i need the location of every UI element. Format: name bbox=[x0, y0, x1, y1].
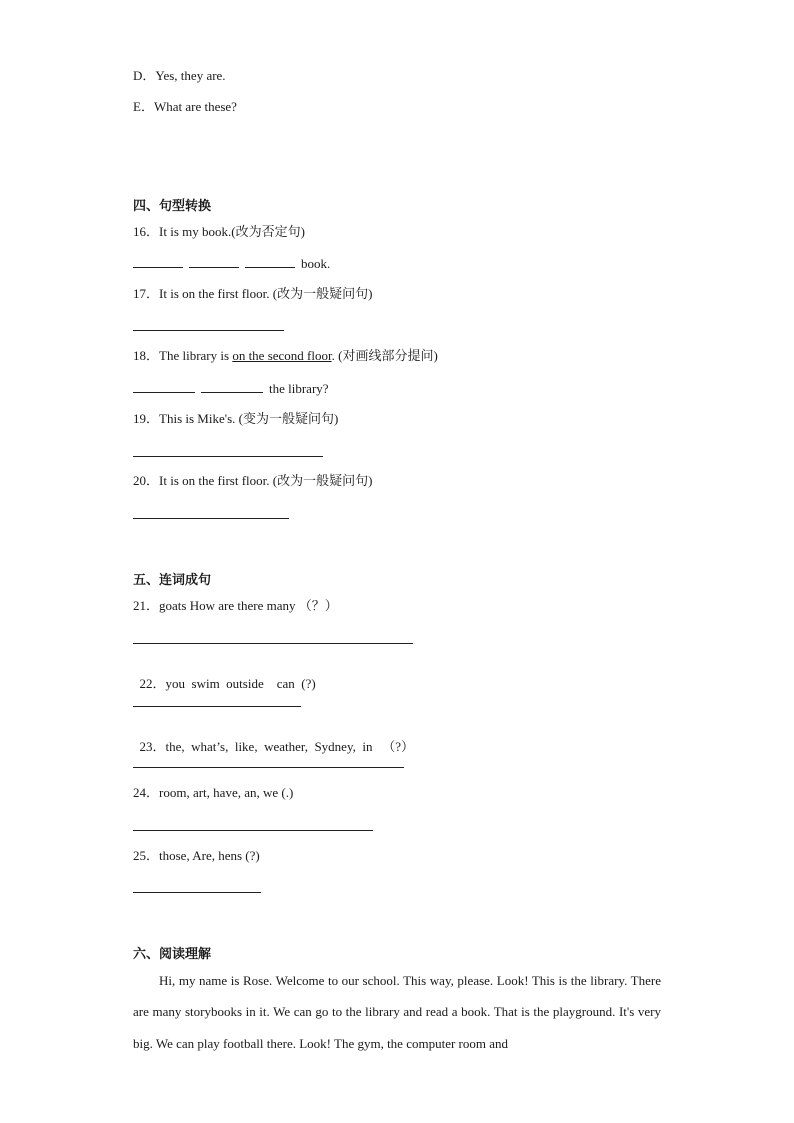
question-number: 16． bbox=[133, 224, 160, 239]
answer-line-20[interactable] bbox=[133, 518, 289, 519]
question-text: It is on the first floor. (改为一般疑问句) bbox=[159, 473, 373, 488]
question-number: 21． bbox=[133, 598, 160, 613]
question-16 bbox=[133, 224, 305, 240]
question-25 bbox=[133, 848, 260, 864]
question-text-pre: The library is bbox=[159, 348, 233, 363]
answer-tail: book. bbox=[301, 256, 331, 271]
answer-line-18 bbox=[133, 380, 329, 397]
question-number: 20． bbox=[133, 473, 160, 488]
question-text: It is on the first floor. (改为一般疑问句) bbox=[159, 286, 373, 301]
option-letter: D． bbox=[133, 68, 156, 83]
answer-line-22[interactable] bbox=[133, 706, 301, 707]
question-text: This is Mike's. (变为一般疑问句) bbox=[159, 411, 339, 426]
question-20 bbox=[133, 473, 372, 489]
underlined-phrase: on the second floor bbox=[232, 348, 332, 363]
option-text: What are these? bbox=[153, 99, 237, 114]
answer-tail: the library? bbox=[269, 381, 329, 396]
answer-blank[interactable] bbox=[245, 255, 295, 268]
question-number: 24． bbox=[133, 785, 160, 800]
question-text: you swim outside can (?) bbox=[165, 676, 316, 691]
question-number: 18． bbox=[133, 348, 160, 363]
answer-line-21[interactable] bbox=[133, 643, 413, 644]
answer-blank[interactable] bbox=[133, 380, 195, 393]
question-number: 25． bbox=[133, 848, 160, 863]
answer-line-17[interactable] bbox=[133, 330, 284, 331]
question-24 bbox=[133, 785, 293, 801]
question-17 bbox=[133, 286, 372, 302]
question-text: It is my book.(改为否定句) bbox=[159, 224, 305, 239]
question-23 bbox=[133, 723, 414, 755]
question-22 bbox=[133, 660, 316, 692]
answer-blank[interactable] bbox=[201, 380, 263, 393]
answer-line-19[interactable] bbox=[133, 456, 323, 457]
option-text: Yes, they are. bbox=[155, 68, 226, 83]
answer-blank[interactable] bbox=[189, 255, 239, 268]
question-text: those, Are, hens (?) bbox=[159, 848, 260, 863]
answer-line-24[interactable] bbox=[133, 830, 373, 831]
question-text-post: . (对画线部分提问) bbox=[331, 348, 438, 363]
question-text: room, art, have, an, we (.) bbox=[159, 785, 294, 800]
section-5-title: 五、连词成句 bbox=[133, 572, 212, 587]
answer-line-16 bbox=[133, 255, 330, 272]
answer-line-23[interactable] bbox=[133, 767, 404, 768]
answer-line-25[interactable] bbox=[133, 892, 261, 893]
question-text: the, what’s, like, weather, Sydney, in （?） bbox=[165, 739, 414, 754]
reading-passage: Hi, my name is Rose. Welcome to our school. This way, please. Look! This is the library. There are many storybooks in it. We can go to the library and read a book. That is the playground. It's very big. We can play football there. Look! The gym, the computer room and bbox=[133, 973, 661, 1051]
question-text: goats How are there many （？） bbox=[159, 598, 338, 613]
option-e bbox=[133, 99, 237, 115]
option-d bbox=[133, 68, 226, 84]
section-4-title: 四、句型转换 bbox=[133, 198, 212, 213]
question-18 bbox=[133, 348, 438, 364]
section-6-title: 六、阅读理解 bbox=[133, 946, 212, 961]
question-number: 19． bbox=[133, 411, 160, 426]
question-number: 17． bbox=[133, 286, 160, 301]
question-number: 23． bbox=[139, 739, 166, 754]
answer-blank[interactable] bbox=[133, 255, 183, 268]
question-21 bbox=[133, 598, 338, 614]
question-number: 22． bbox=[139, 676, 166, 691]
question-19 bbox=[133, 411, 338, 427]
option-letter: E． bbox=[133, 99, 154, 114]
